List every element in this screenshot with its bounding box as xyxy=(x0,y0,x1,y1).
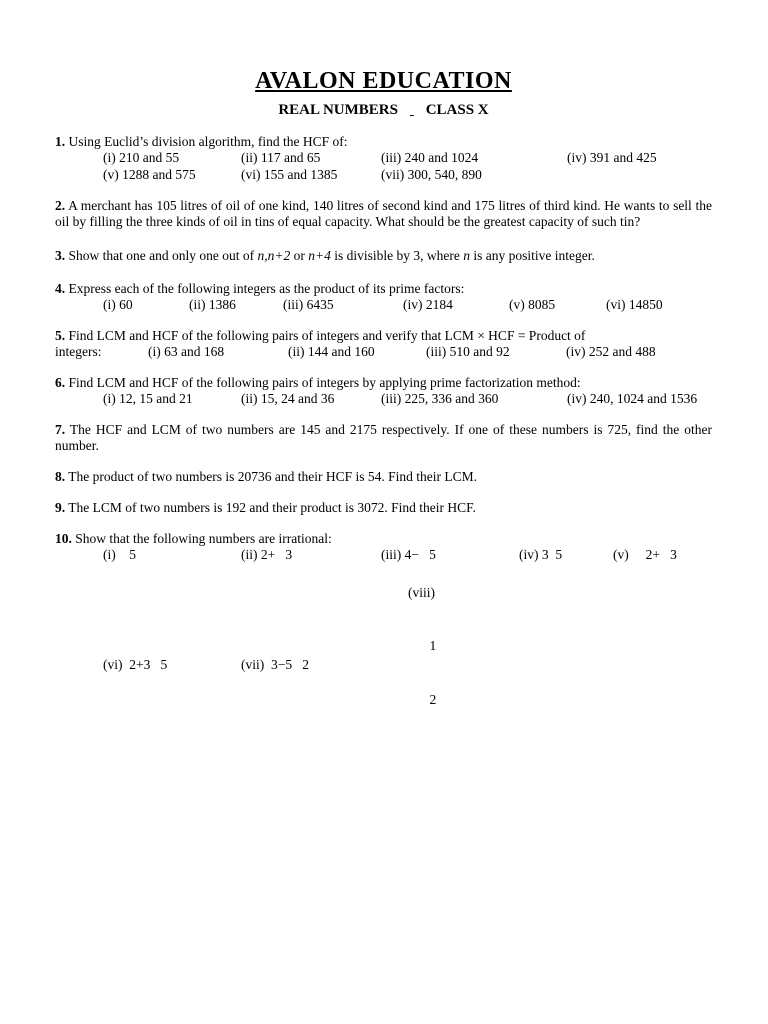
question-text: Find LCM and HCF of the following pairs of integers and verify that LCM × HCF = Product of xyxy=(68,328,586,343)
option: (iii) 6435 xyxy=(283,297,334,312)
question-4-options xyxy=(55,297,712,313)
question-text: or xyxy=(293,248,305,263)
question-text: The LCM of two numbers is 192 and their product is 3072. Find their HCF. xyxy=(68,500,476,515)
option: (i) 5 xyxy=(103,547,136,562)
question-number: 7. xyxy=(55,422,66,437)
option: (iii) 4− 5 xyxy=(381,547,436,562)
worksheet-page xyxy=(55,66,712,776)
question-6-options xyxy=(55,391,712,407)
option: (i) 210 and 55 xyxy=(103,150,180,165)
question-text: integers: xyxy=(55,344,102,359)
question-number: 8. xyxy=(55,469,66,484)
question-5-options xyxy=(55,344,712,360)
option: (ii) 15, 24 and 36 xyxy=(241,391,335,406)
option: (ii) 2+ 3 xyxy=(241,547,293,562)
question-9 xyxy=(55,500,712,516)
question-number: 1. xyxy=(55,134,66,149)
question-text: Show that the following numbers are irrational: xyxy=(75,531,332,546)
option: (vi) 14850 xyxy=(606,297,663,312)
option: (v) 8085 xyxy=(509,297,556,312)
question-text: The product of two numbers is 20736 and their HCF is 54. Find their LCM. xyxy=(68,469,477,484)
option: (iv) 240, 1024 and 1536 xyxy=(567,391,698,406)
question-4 xyxy=(55,281,712,313)
option: (iv) 3 5 xyxy=(519,547,563,562)
question-number: 2. xyxy=(55,198,66,213)
option: (iii) 240 and 1024 xyxy=(381,150,479,165)
question-10-options xyxy=(55,547,712,563)
option: (ii) 144 and 160 xyxy=(288,344,375,359)
question-10-options-row2 xyxy=(55,569,712,761)
option: (v) 2+ 3 xyxy=(613,547,677,562)
option: (iii) 510 and 92 xyxy=(426,344,510,359)
question-text: Find LCM and HCF of the following pairs of integers by applying prime factorization method: xyxy=(68,375,581,390)
question-number: 4. xyxy=(55,281,66,296)
option: (iv) 2184 xyxy=(403,297,453,312)
question-8 xyxy=(55,469,712,485)
question-7 xyxy=(55,422,712,454)
option: (ii) 117 and 65 xyxy=(241,150,321,165)
math-variable: n xyxy=(463,248,470,263)
fraction-numerator: 1 xyxy=(429,638,437,653)
subtitle-class: CLASS X xyxy=(425,102,489,118)
math-expression: n,n+2 xyxy=(257,248,291,263)
subtitle-topic: REAL NUMBERS xyxy=(278,102,398,118)
question-2 xyxy=(55,198,712,230)
question-text: is divisible by 3, where xyxy=(334,248,460,263)
fraction xyxy=(416,601,450,745)
option: (i) 60 xyxy=(103,297,133,312)
page-title: AVALON EDUCATION xyxy=(255,68,512,94)
question-1 xyxy=(55,134,712,183)
question-3 xyxy=(55,245,712,266)
option-fraction xyxy=(381,569,712,761)
option: (iv) 391 and 425 xyxy=(567,150,657,165)
option: (vii) 3−5 2 xyxy=(241,657,309,672)
question-number: 5. xyxy=(55,328,66,343)
question-5 xyxy=(55,328,712,360)
question-text: A merchant has 105 litres of oil of one kind, 140 litres of second kind and 175 litres of third kind. He wants to sell the oil by filling the three kinds of oil in tins of equal capacity. What should be the greatest capacity of such tin? xyxy=(55,198,712,229)
question-text: Show that one and only one out of xyxy=(68,248,255,263)
option: (iv) 252 and 488 xyxy=(566,344,656,359)
option: (vii) 300, 540, 890 xyxy=(381,167,482,182)
question-number: 9. xyxy=(55,500,66,515)
question-1-options xyxy=(55,150,712,183)
option: (ii) 1386 xyxy=(189,297,236,312)
option-label: (viii) xyxy=(408,585,435,600)
question-6 xyxy=(55,375,712,407)
option: (vi) 155 and 1385 xyxy=(241,167,338,182)
option: (i) 63 and 168 xyxy=(148,344,225,359)
question-text: The HCF and LCM of two numbers are 145 and 2175 respectively. If one of these numbers is 725, find the other number. xyxy=(55,422,712,453)
question-text: Express each of the following integers as the product of its prime factors: xyxy=(68,281,465,296)
option: (vi) 2+3 5 xyxy=(103,657,168,672)
question-10 xyxy=(55,531,712,761)
question-number: 10. xyxy=(55,531,72,546)
question-number: 6. xyxy=(55,375,66,390)
question-text: Using Euclid’s division algorithm, find the HCF of: xyxy=(68,134,348,149)
option: (i) 12, 15 and 21 xyxy=(103,391,193,406)
fraction-denominator: 2 xyxy=(429,692,437,707)
question-number: 3. xyxy=(55,248,66,263)
question-text: is any positive integer. xyxy=(473,248,595,263)
math-expression: n+4 xyxy=(308,248,331,263)
option: (iii) 225, 336 and 360 xyxy=(381,391,499,406)
option: (v) 1288 and 575 xyxy=(103,167,196,182)
page-subtitle xyxy=(55,102,712,118)
